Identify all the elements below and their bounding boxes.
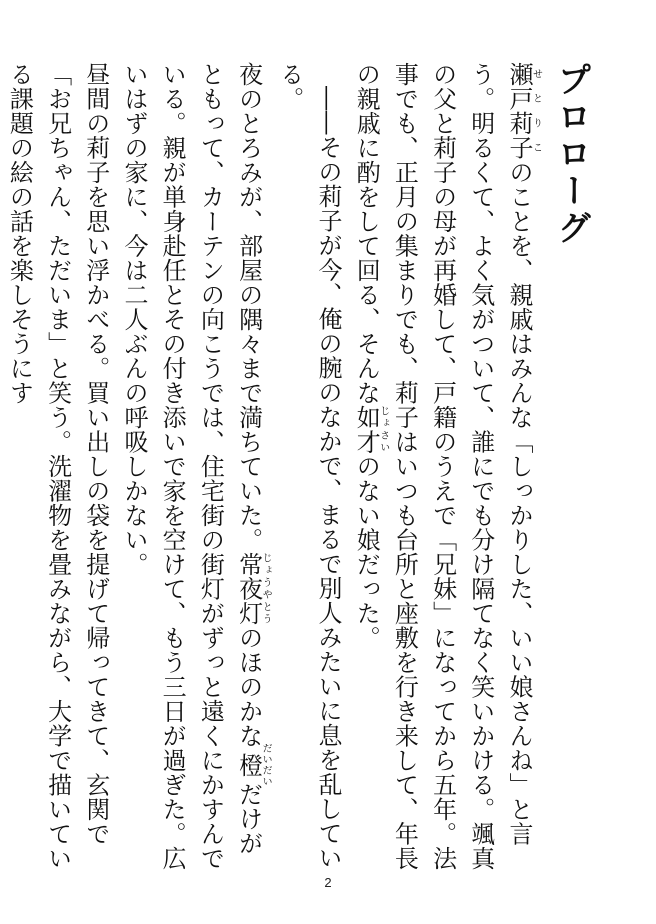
paragraph-text: のことを、親戚はみんな「しっかりした、いい娘さんね」と言う。明るくて、よく気がついて、誰にでも分け隔てなく笑いかける。颯真の父と莉子の母が再婚して、戸籍のうえで「兄妹」になってから五年。法事でも、正月の集まりでも、莉子はいつも台所と座敷を行き来して、年長の親戚に酌をして回る、そんな	[352, 62, 533, 871]
ruby-reading: じょうやとう	[260, 552, 272, 626]
vertical-text-body	[5, 62, 601, 872]
ruby-base: 如才	[352, 405, 381, 454]
ruby-josai	[352, 405, 389, 454]
paragraph-1	[347, 62, 541, 872]
paragraph-text: のない娘だった。	[352, 454, 381, 650]
paragraph-text: のほのかな	[234, 625, 263, 748]
paragraph-2	[271, 62, 347, 872]
paragraph-4	[0, 62, 115, 872]
ruby-setoriko	[505, 62, 542, 160]
ruby-reading: じょさい	[377, 405, 389, 454]
ruby-joyato	[234, 552, 272, 626]
ruby-base: 橙	[234, 743, 263, 787]
ruby-daidai	[234, 743, 272, 787]
paragraph-text: 夜のとろみが、部屋の隅々まで満ちていた。	[234, 62, 263, 552]
ruby-reading: だいだい	[260, 743, 272, 787]
ruby-reading: せとりこ	[530, 62, 542, 160]
page-number: 2	[324, 875, 332, 890]
ruby-base: 瀬戸莉子	[505, 62, 533, 160]
paragraph-text: だけがともって、カーテンの向こうでは、住宅街の街灯がずっと遠くにかすんでいる。親が単身赴任とその付き添いで家を空けて、もう三日が過ぎた。広いはずの家に、今は二人ぶんの呼吸しかない。	[119, 62, 263, 871]
paragraph-3	[115, 62, 271, 872]
paragraph-text: ――その莉子が今、俺の腕のなかで、まるで別人みたいに息を乱している。	[275, 62, 342, 870]
ruby-base: 常夜灯	[234, 552, 263, 626]
paragraph-text: 昼間の莉子を思い浮かべる。買い出しの袋を提げて帰ってきて、玄関で「お兄ちゃん、ただいま」と笑う。洗濯物を畳みながら、大学で描いている課題の絵の話を楽しそうにす	[5, 62, 110, 871]
chapter-title: プロローグ	[551, 62, 591, 247]
